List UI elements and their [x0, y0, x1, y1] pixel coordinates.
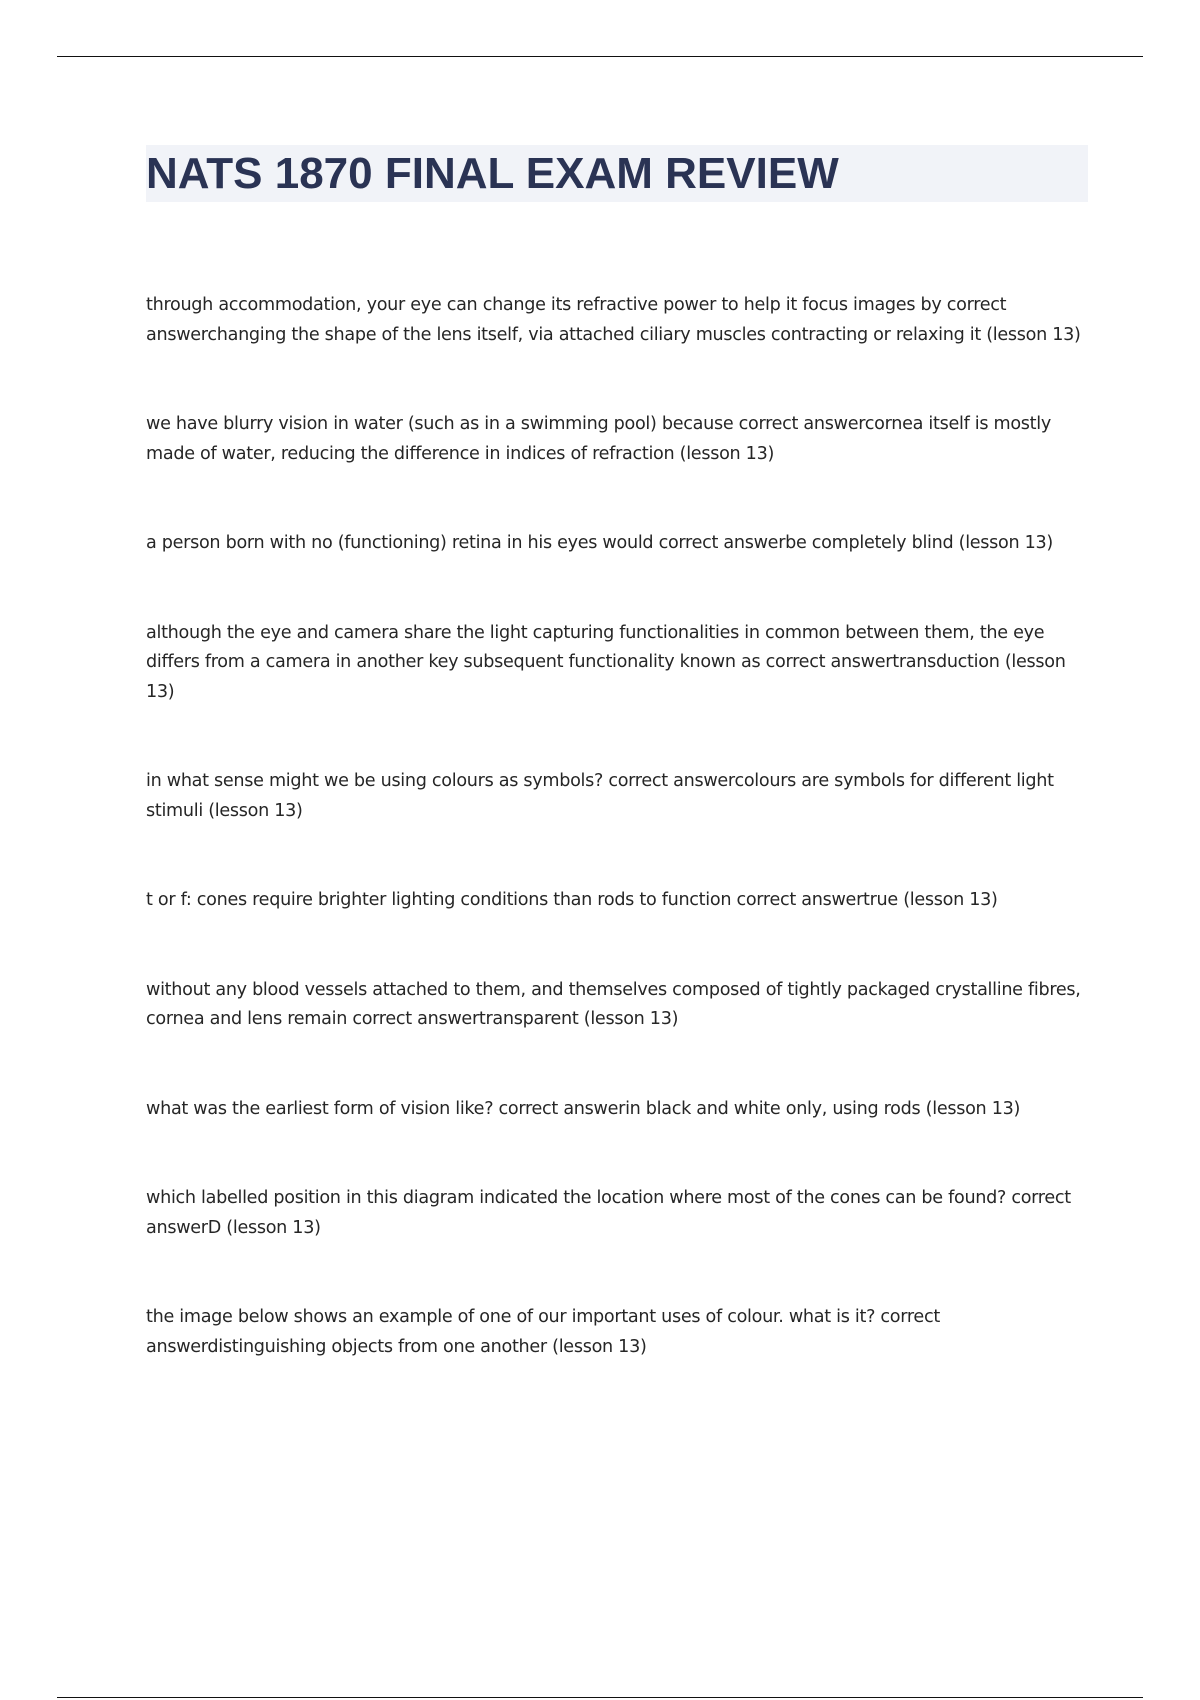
- qa-item: without any blood vessels attached to them, and themselves composed of tightly packaged crystalline fibres, cornea and lens remain correct answertransparent (lesson 13): [146, 979, 1081, 1029]
- qa-item: a person born with no (functioning) retina in his eyes would correct answerbe completely blind (lesson 13): [146, 533, 1054, 553]
- qa-item: t or f: cones require brighter lighting conditions than rods to function correct answertrue (lesson 13): [146, 890, 998, 910]
- document-title: NATS 1870 FINAL EXAM REVIEW: [146, 149, 839, 198]
- qa-item: in what sense might we be using colours as symbols? correct answercolours are symbols for different light stimuli (lesson 13): [146, 771, 1054, 821]
- qa-item: we have blurry vision in water (such as in a swimming pool) because correct answercornea itself is mostly made of water, reducing the difference in indices of refraction (lesson 13): [146, 414, 1051, 464]
- qa-item: although the eye and camera share the light capturing functionalities in common between them, the eye differs from a camera in another key subsequent functionality known as correct answertransduction (lesson 13): [146, 622, 1066, 702]
- top-divider: [57, 56, 1143, 57]
- bottom-divider: [57, 1697, 1143, 1698]
- qa-item: through accommodation, your eye can change its refractive power to help it focus images by correct answerchanging the shape of the lens itself, via attached ciliary muscles contracting or relaxing it (lesson 13): [146, 295, 1081, 345]
- qa-item: what was the earliest form of vision like? correct answerin black and white only, using rods (lesson 13): [146, 1098, 1021, 1119]
- qa-item: the image below shows an example of one of our important uses of colour. what is it? correct answerdistinguishing objects from one another (lesson 13): [146, 1307, 940, 1357]
- qa-item: which labelled position in this diagram indicated the location where most of the cones can be found? correct answerD (lesson 13): [146, 1188, 1071, 1238]
- qa-list: [146, 291, 1091, 1422]
